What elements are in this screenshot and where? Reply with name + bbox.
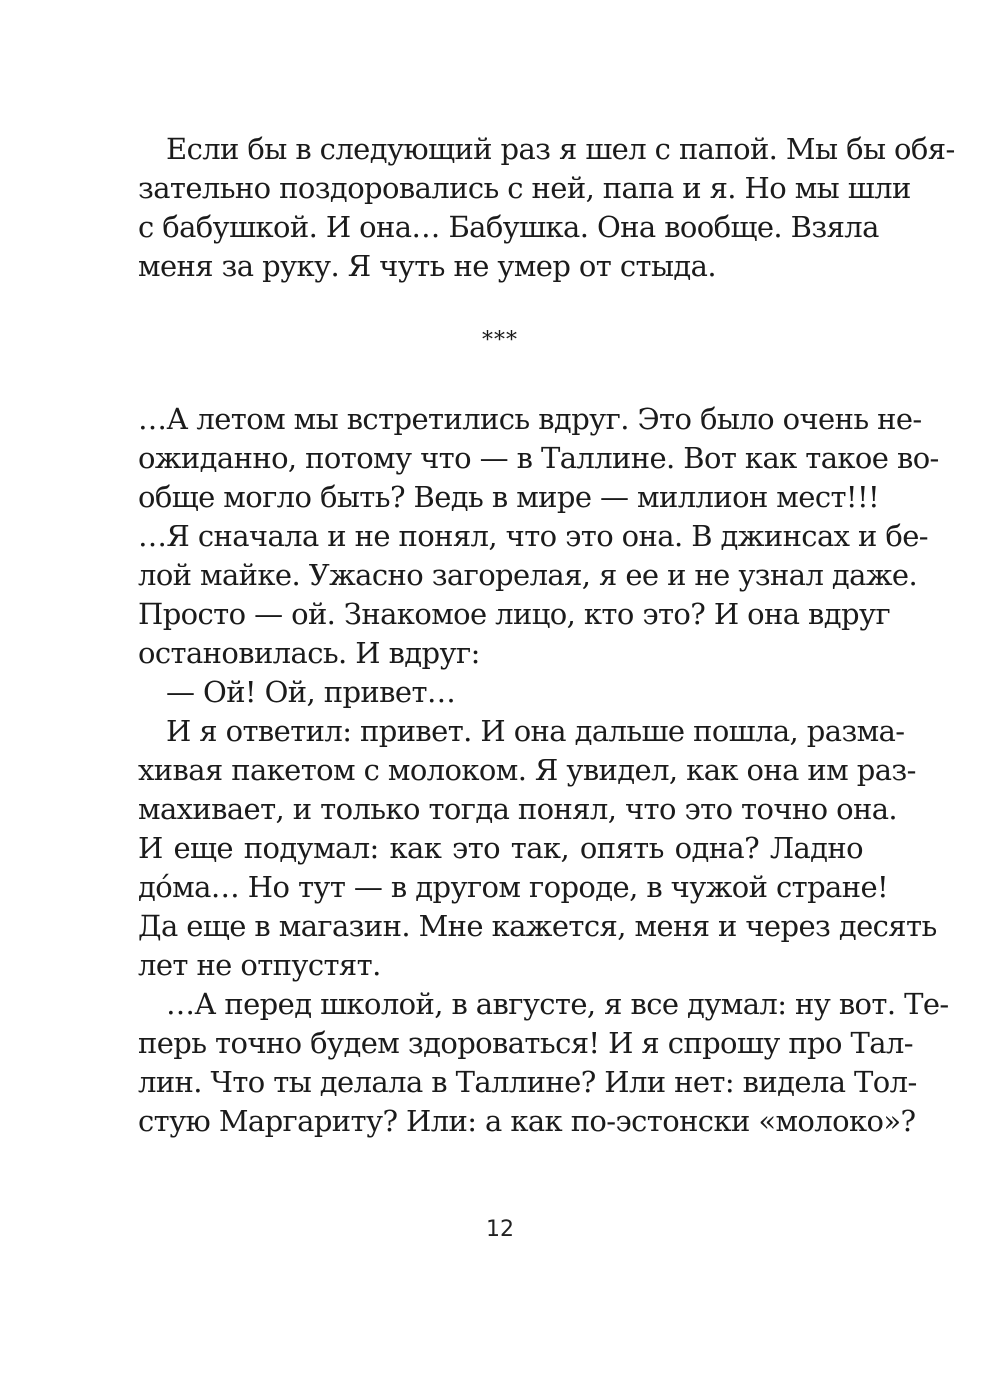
text-line: хивая пакетом с молоком. Я увидел, как она им раз- [138, 753, 916, 787]
text-line: Просто — ой. Знакомое лицо, кто это? И она вдруг [138, 597, 891, 631]
dialogue-line: — Ой! Ой, привет… [166, 675, 456, 709]
text-line: остановилась. И вдруг: [138, 636, 480, 670]
text-line: зательно поздоровались с ней, папа и я. Но мы шли [138, 171, 911, 205]
section-separator: *** [482, 328, 518, 353]
text-line: И еще подумал: как это так, опять одна? Ладно [138, 831, 863, 865]
text-line: обще могло быть? Ведь в мире — миллион мест!!! [138, 480, 880, 514]
text-line: до́ма… Но тут — в другом городе, в чужой стране! [138, 870, 889, 904]
text-line: …Я сначала и не понял, что это она. В джинсах и бе- [138, 519, 928, 553]
text-line: меня за руку. Я чуть не умер от стыда. [138, 249, 716, 283]
text-line: …А летом мы встретились вдруг. Это было очень не- [138, 402, 922, 436]
text-line: с бабушкой. И она… Бабушка. Она вообще. Взяла [138, 210, 879, 244]
text-line: …А перед школой, в августе, я все думал: ну вот. Те- [166, 987, 949, 1021]
text-line: лой майке. Ужасно загорелая, я ее и не узнал даже. [138, 558, 918, 592]
text-line: перь точно будем здороваться! И я спрошу про Тал- [138, 1026, 913, 1060]
page-number: 12 [486, 1217, 514, 1242]
text-line: лет не отпустят. [138, 948, 381, 982]
text-line: ожиданно, потому что — в Таллине. Вот как такое во- [138, 441, 939, 475]
text-line: Если бы в следующий раз я шел с папой. Мы бы обя- [166, 132, 955, 166]
text-line: махивает, и только тогда понял, что это точно она. [138, 792, 898, 826]
text-line: лин. Что ты делала в Таллине? Или нет: видела Тол- [138, 1065, 917, 1099]
text-line: Да еще в магазин. Мне кажется, меня и через десять [138, 909, 937, 943]
text-line: И я ответил: привет. И она дальше пошла, разма- [166, 714, 905, 748]
text-line: стую Маргариту? Или: а как по-эстонски «молоко»? [138, 1104, 916, 1138]
